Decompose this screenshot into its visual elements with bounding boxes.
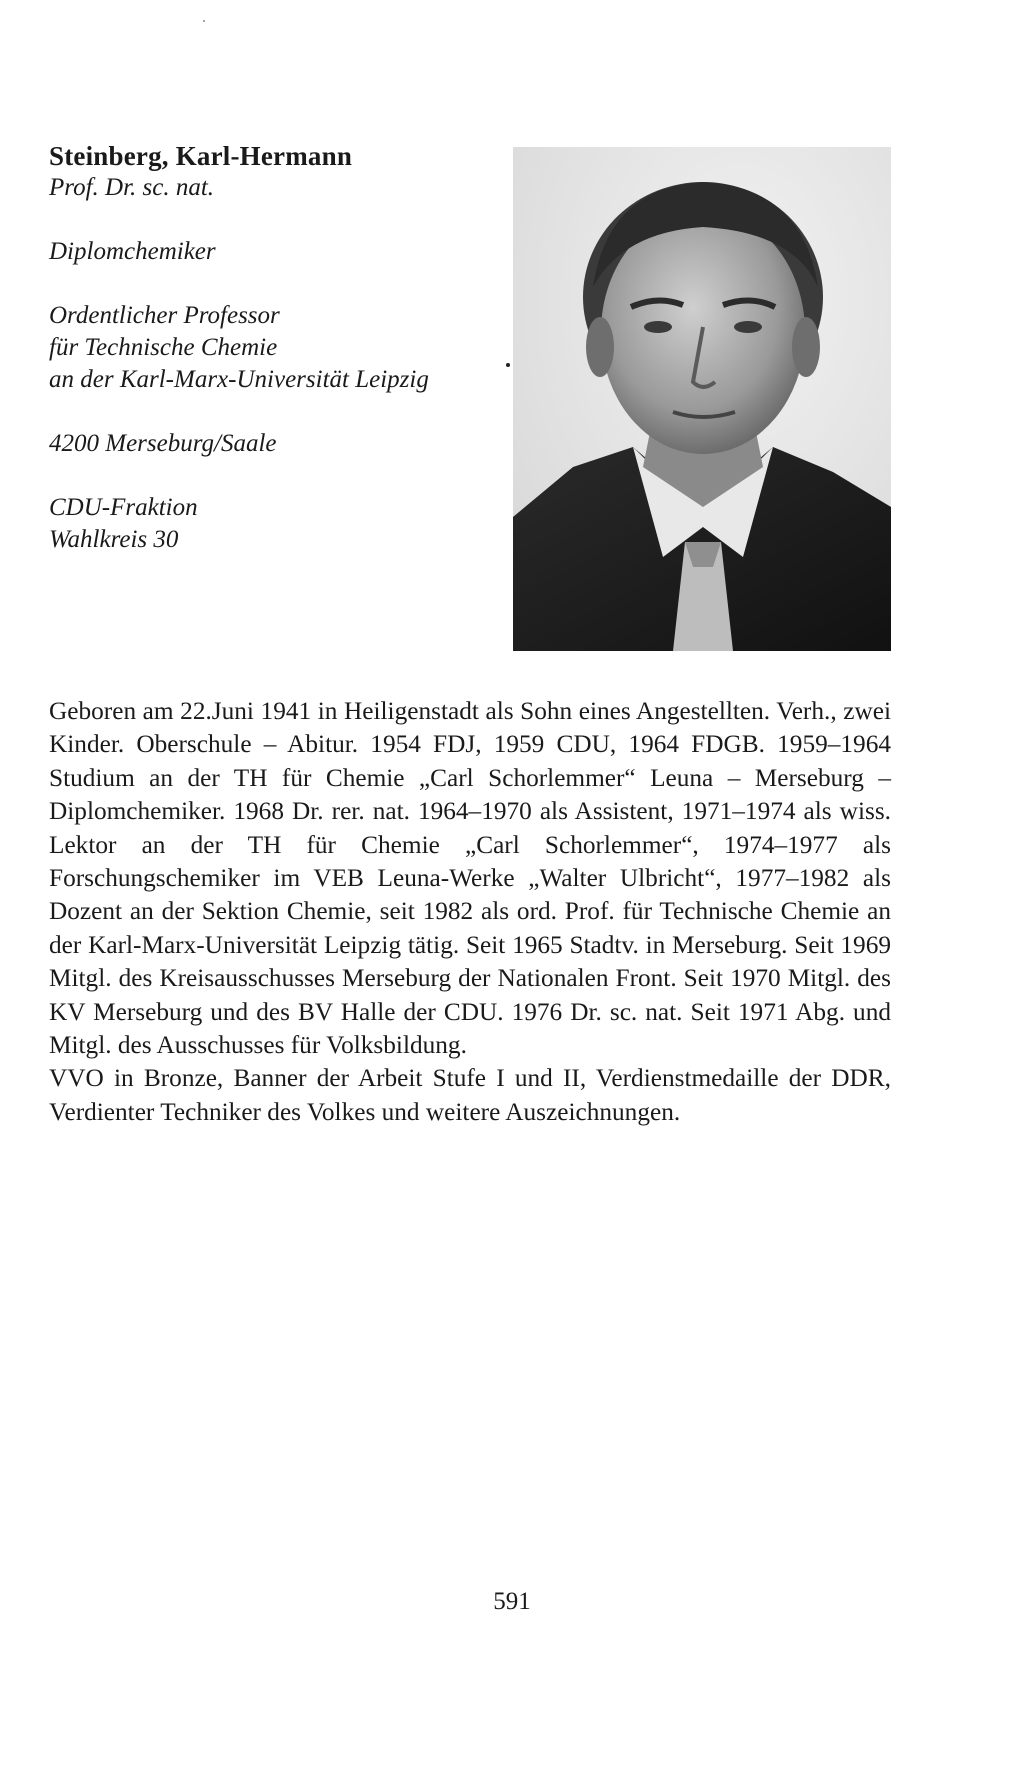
entry-header: [49, 140, 509, 556]
portrait-illustration: [513, 147, 891, 651]
position-line: für Technische Chemie: [49, 334, 278, 361]
faction: CDU-Fraktion: [49, 494, 198, 521]
biography: [49, 695, 891, 1129]
scan-dot: [506, 363, 510, 367]
academic-title: Prof. Dr. sc. nat.: [49, 174, 215, 201]
biography-paragraph: Geboren am 22.Juni 1941 in Heiligenstadt als Sohn eines Angestellten. Verh., zwei Kinder. Oberschule – Abitur. 1954 FDJ, 1959 CDU, 1964 FDGB. 1959–1964 Studium an der TH für Chemie „Carl Schorlemmer“ Leuna – Merseburg – Diplomchemiker. 1968 Dr. rer. nat. 1964–1970 als Assistent, 1971–1974 als wiss. Lektor an der TH für Chemie „Carl Schorlemmer“, 1974–1977 als Forschungschemiker im VEB Leuna-Werke „Walter Ulbricht“, 1977–1982 als Dozent an der Sektion Chemie, seit 1982 als ord. Prof. für Technische Chemie an der Karl-Marx-Universität Leipzig tätig. Seit 1965 Stadtv. in Merseburg. Seit 1969 Mitgl. des Kreisausschusses Merseburg der Nationalen Front. Seit 1970 Mitgl. des KV Merseburg und des BV Halle der CDU. 1976 Dr. sc. nat. Seit 1971 Abg. und Mitgl. des Ausschusses für Volksbildung.: [49, 697, 891, 1060]
awards-paragraph: VVO in Bronze, Banner der Arbeit Stufe I und II, Verdienstmedaille der DDR, Verdienter Techniker des Volkes und weitere Auszeichnungen.: [49, 1064, 891, 1126]
portrait-photo: [513, 147, 891, 651]
person-name: Steinberg, Karl-Hermann: [49, 141, 353, 171]
position-line: an der Karl-Marx-Universität Leipzig: [49, 366, 429, 393]
scan-speck: [203, 20, 205, 22]
location: 4200 Merseburg/Saale: [49, 430, 277, 457]
position-line: Ordentlicher Professor: [49, 302, 280, 329]
constituency: Wahlkreis 30: [49, 526, 179, 553]
profession: Diplomchemiker: [49, 238, 216, 265]
page-number: 591: [493, 1588, 531, 1615]
